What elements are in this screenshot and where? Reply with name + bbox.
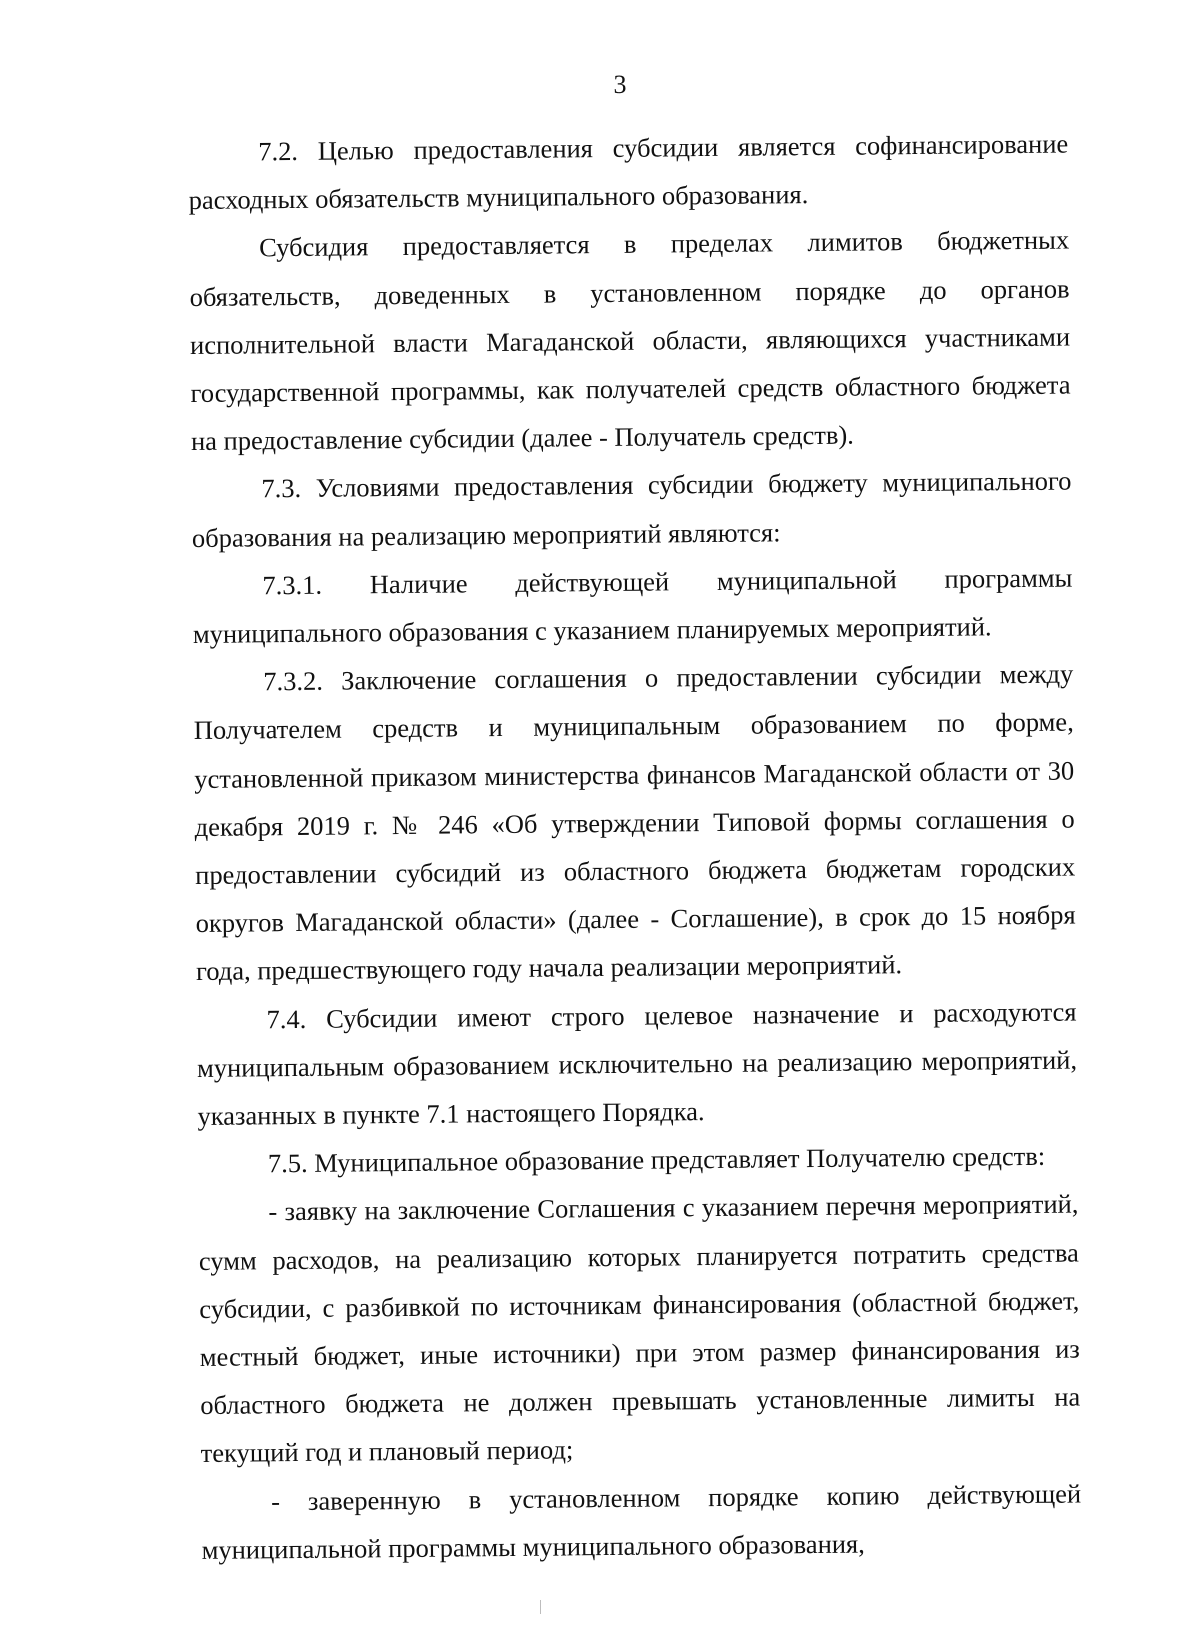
document-body — [188, 120, 1082, 1574]
paragraph-7-5: 7.5. Муниципальное образование представляет Получателю средств: — [267, 1141, 1046, 1179]
list-item-program-copy: - заверенную в установленном порядке копию действующей муниципальной программы муниципального образования, — [201, 1478, 1082, 1565]
paragraph-7-3: 7.3. Условиями предоставления субсидии бюджету муниципального образования на реализацию мероприятий являются: — [191, 465, 1072, 553]
list-item-application: - заявку на заключение Соглашения с указанием перечня мероприятий, сумм расходов, на реализацию которых планируется потратить средства субсидии, с разбивкой по источникам финансирования (областной бюджет, местный бюджет, иные источники) при этом размер финансирования из областного бюджета не должен превышать установленные лимиты на текущий год и плановый период; — [198, 1188, 1081, 1469]
paragraph-7-3-2: 7.3.2. Заключение соглашения о предоставлении субсидии между Получателем средств и муниципальным образованием по форме, установленной приказом министерства финансов Магаданской области от 30 декабря 2019 г. № 246 «Об утверждении Типовой формы соглашения о предоставлении субсидий из областного бюджета бюджетам городских округов Магаданской области» (далее - Соглашение), в срок до 15 ноября года, предшествующего году начала реализации мероприятий. — [193, 658, 1076, 987]
paragraph-subsidy-limits: Субсидия предоставляется в пределах лимитов бюджетных обязательств, доведенных в установленном порядке до органов исполнительной власти Магаданской области, являющихся участниками государственной программы, как получателей средств областного бюджета на предоставление субсидии (далее - Получатель средств). — [189, 224, 1071, 457]
paragraph-7-2: 7.2. Целью предоставления субсидии является софинансирование расходных обязательств муниципального образования. — [188, 128, 1069, 216]
page-number: 3 — [613, 70, 627, 99]
scan-mark — [540, 1600, 541, 1614]
paragraph-7-3-1: 7.3.1. Наличие действующей муниципальной программы муниципального образования с указанием планируемых мероприятий. — [192, 562, 1073, 650]
paragraph-7-4: 7.4. Субсидии имеют строго целевое назначение и расходуются муниципальным образованием исключительно на реализацию мероприятий, указанных в пункте 7.1 настоящего Порядка. — [196, 996, 1078, 1132]
